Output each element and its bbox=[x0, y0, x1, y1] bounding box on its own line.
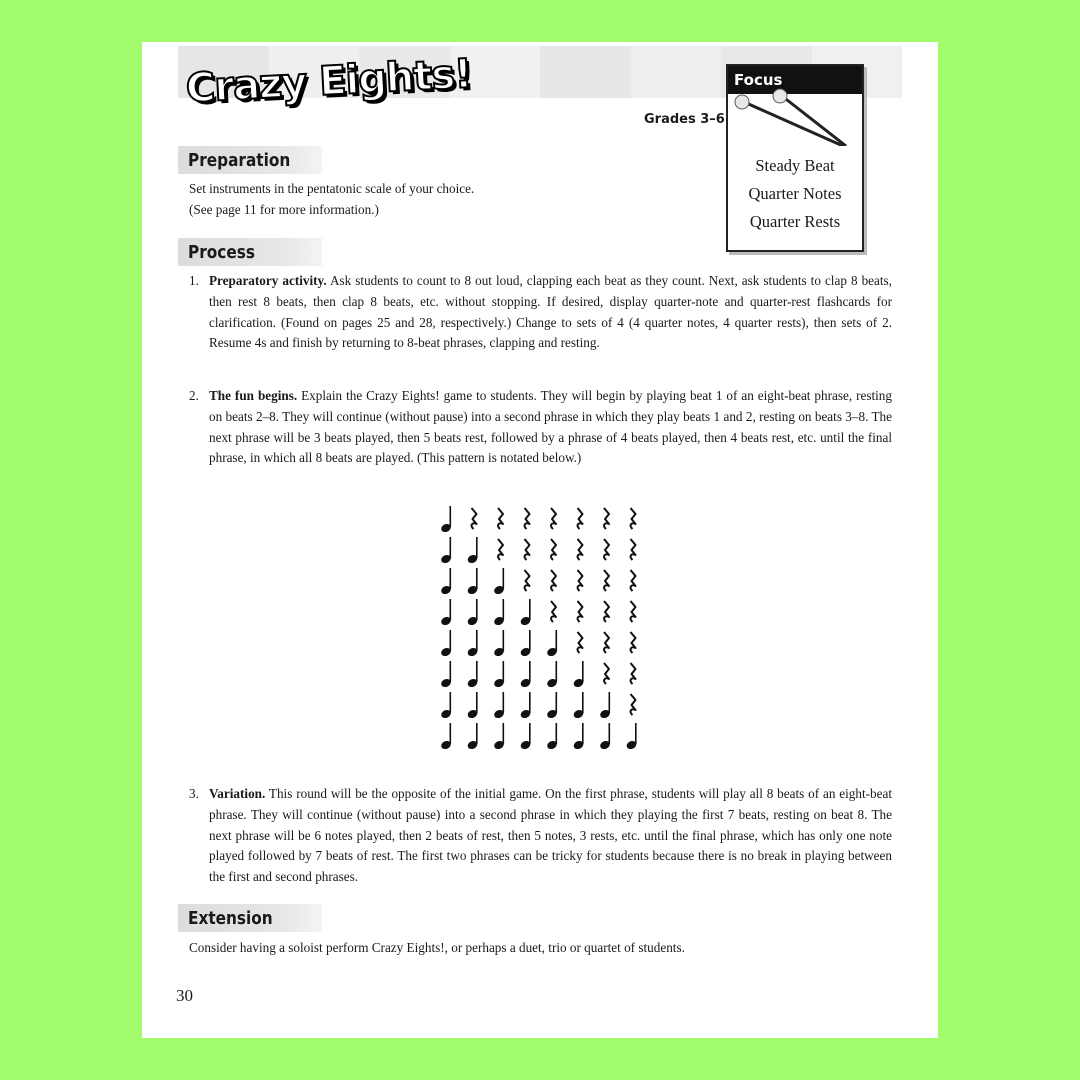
quarter-rest-icon bbox=[631, 601, 636, 622]
quarter-rest-icon bbox=[498, 539, 503, 560]
quarter-rest-icon bbox=[525, 539, 530, 560]
focus-item: Quarter Rests bbox=[749, 212, 841, 231]
step-text: Ask students to count to 8 out loud, clapping each beat as they count. Next, ask students to clap 8 beats, then rest 8 beats, then clap 8 beats, etc. without stopping. If desired, display quarter-note and quarter-rest flashcards for clarification. (Found on pages 25 and 28, respectively.) Change to sets of 4 (4 quarter notes, 4 quarter rests), then sets of 2. Resume 4s and finish by returning to 8-beat phrases, clapping and resting. bbox=[209, 273, 892, 351]
quarter-rest-icon bbox=[551, 508, 556, 529]
quarter-rest-icon bbox=[551, 570, 556, 591]
quarter-note-icon bbox=[466, 661, 478, 689]
quarter-rest-icon bbox=[525, 570, 530, 591]
focus-item: Quarter Notes bbox=[748, 184, 842, 203]
quarter-rest-icon bbox=[631, 663, 636, 684]
quarter-rest-icon bbox=[631, 632, 636, 653]
preparation-line: Set instruments in the pentatonic scale of your choice. bbox=[189, 181, 475, 196]
quarter-rest-icon bbox=[604, 570, 609, 591]
quarter-note-icon bbox=[440, 599, 452, 627]
process-heading: Process bbox=[188, 242, 255, 263]
quarter-rest-icon bbox=[631, 539, 636, 560]
quarter-note-icon bbox=[493, 692, 505, 720]
quarter-note-icon bbox=[466, 630, 478, 658]
quarter-note-icon bbox=[440, 568, 452, 596]
quarter-rest-icon bbox=[631, 508, 636, 529]
focus-item: Steady Beat bbox=[755, 156, 835, 175]
step-lead: The fun begins. bbox=[209, 388, 298, 403]
quarter-rest-icon bbox=[578, 539, 583, 560]
quarter-note-icon bbox=[466, 692, 478, 720]
quarter-note-icon bbox=[493, 568, 505, 596]
quarter-note-icon bbox=[546, 661, 558, 689]
quarter-note-icon bbox=[466, 599, 478, 627]
quarter-note-icon bbox=[466, 537, 478, 565]
focus-box bbox=[726, 64, 864, 252]
quarter-rest-icon bbox=[578, 601, 583, 622]
quarter-note-icon bbox=[493, 661, 505, 689]
quarter-note-icon bbox=[466, 723, 478, 751]
quarter-note-icon bbox=[519, 692, 531, 720]
extension-heading-bar bbox=[178, 904, 322, 932]
quarter-note-icon bbox=[599, 692, 611, 720]
quarter-note-icon bbox=[546, 692, 558, 720]
process-step-3 bbox=[189, 784, 892, 888]
quarter-note-icon bbox=[519, 599, 531, 627]
quarter-note-icon bbox=[440, 692, 452, 720]
quarter-rest-icon bbox=[631, 570, 636, 591]
quarter-rest-icon bbox=[578, 570, 583, 591]
process-step-2 bbox=[189, 386, 892, 469]
page-number: 30 bbox=[176, 986, 193, 1005]
quarter-note-icon bbox=[440, 537, 452, 565]
step-lead: Preparatory activity. bbox=[209, 273, 327, 288]
preparation-text bbox=[189, 178, 889, 220]
process-step-1 bbox=[189, 271, 892, 354]
preparation-line: (See page 11 for more information.) bbox=[189, 202, 379, 217]
rhythm-pattern bbox=[432, 500, 652, 760]
process-heading-bar bbox=[178, 238, 322, 266]
quarter-note-icon bbox=[546, 630, 558, 658]
quarter-note-icon bbox=[625, 723, 637, 751]
quarter-rest-icon bbox=[498, 508, 503, 529]
extension-text: Consider having a soloist perform Crazy Eights!, or perhaps a duet, trio or quartet of students. bbox=[189, 940, 685, 955]
quarter-rest-icon bbox=[631, 694, 636, 715]
quarter-note-icon bbox=[572, 723, 584, 751]
extension-heading: Extension bbox=[188, 908, 273, 929]
quarter-rest-icon bbox=[551, 601, 556, 622]
quarter-note-icon bbox=[599, 723, 611, 751]
quarter-rest-icon bbox=[525, 508, 530, 529]
quarter-rest-icon bbox=[578, 632, 583, 653]
quarter-note-icon bbox=[440, 661, 452, 689]
quarter-note-icon bbox=[546, 723, 558, 751]
quarter-note-icon bbox=[440, 506, 452, 534]
step-text: This round will be the opposite of the initial game. On the first phrase, students will play all 8 beats of an eight-beat phrase. They will continue (without pause) into a second phrase in which they playing the first 7 beats, resting on beat 8. The next phrase will be 6 notes played, then 2 beats of rest, then 5 notes, 3 rests, etc. until the final phrase, which has only one note played followed by 7 beats of rest. The first two phrases can be tricky for students because there is no break in playing between the first and second phrases. bbox=[209, 786, 892, 885]
focus-heading: Focus bbox=[728, 66, 862, 94]
quarter-rest-icon bbox=[604, 632, 609, 653]
quarter-note-icon bbox=[493, 599, 505, 627]
quarter-note-icon bbox=[466, 568, 478, 596]
step-text: Explain the Crazy Eights! game to students. They will begin by playing beat 1 of an eight-beat phrase, resting on beats 2–8. They will continue (without pause) into a second phrase in which they play beats 1 and 2, resting on beats 3–8. The next phrase will be 3 beats played, then 5 beats rest, followed by a phrase of 4 beats played, then 4 beats rest, etc. until the final phrase, in which all 8 beats are played. (This pattern is notated below.) bbox=[209, 388, 892, 466]
quarter-note-icon bbox=[519, 723, 531, 751]
quarter-note-icon bbox=[440, 630, 452, 658]
quarter-note-icon bbox=[572, 692, 584, 720]
worksheet-page bbox=[142, 42, 938, 1038]
quarter-note-icon bbox=[440, 723, 452, 751]
quarter-rest-icon bbox=[604, 539, 609, 560]
quarter-rest-icon bbox=[604, 601, 609, 622]
quarter-rest-icon bbox=[604, 508, 609, 529]
quarter-note-icon bbox=[493, 630, 505, 658]
quarter-note-icon bbox=[519, 630, 531, 658]
quarter-rest-icon bbox=[578, 508, 583, 529]
mallets-icon bbox=[728, 86, 878, 146]
quarter-note-icon bbox=[493, 723, 505, 751]
step-lead: Variation. bbox=[209, 786, 266, 801]
grade-level: Grades 3–6 bbox=[644, 112, 725, 127]
quarter-rest-icon bbox=[604, 663, 609, 684]
quarter-rest-icon bbox=[472, 508, 477, 529]
step-number: 2. bbox=[189, 388, 199, 403]
quarter-rest-icon bbox=[551, 539, 556, 560]
quarter-note-icon bbox=[519, 661, 531, 689]
step-number: 1. bbox=[189, 273, 199, 288]
step-number: 3. bbox=[189, 786, 199, 801]
quarter-note-icon bbox=[572, 661, 584, 689]
preparation-heading: Preparation bbox=[188, 150, 291, 171]
page-title: Crazy Eights! bbox=[184, 51, 473, 112]
preparation-heading-bar bbox=[178, 146, 322, 174]
